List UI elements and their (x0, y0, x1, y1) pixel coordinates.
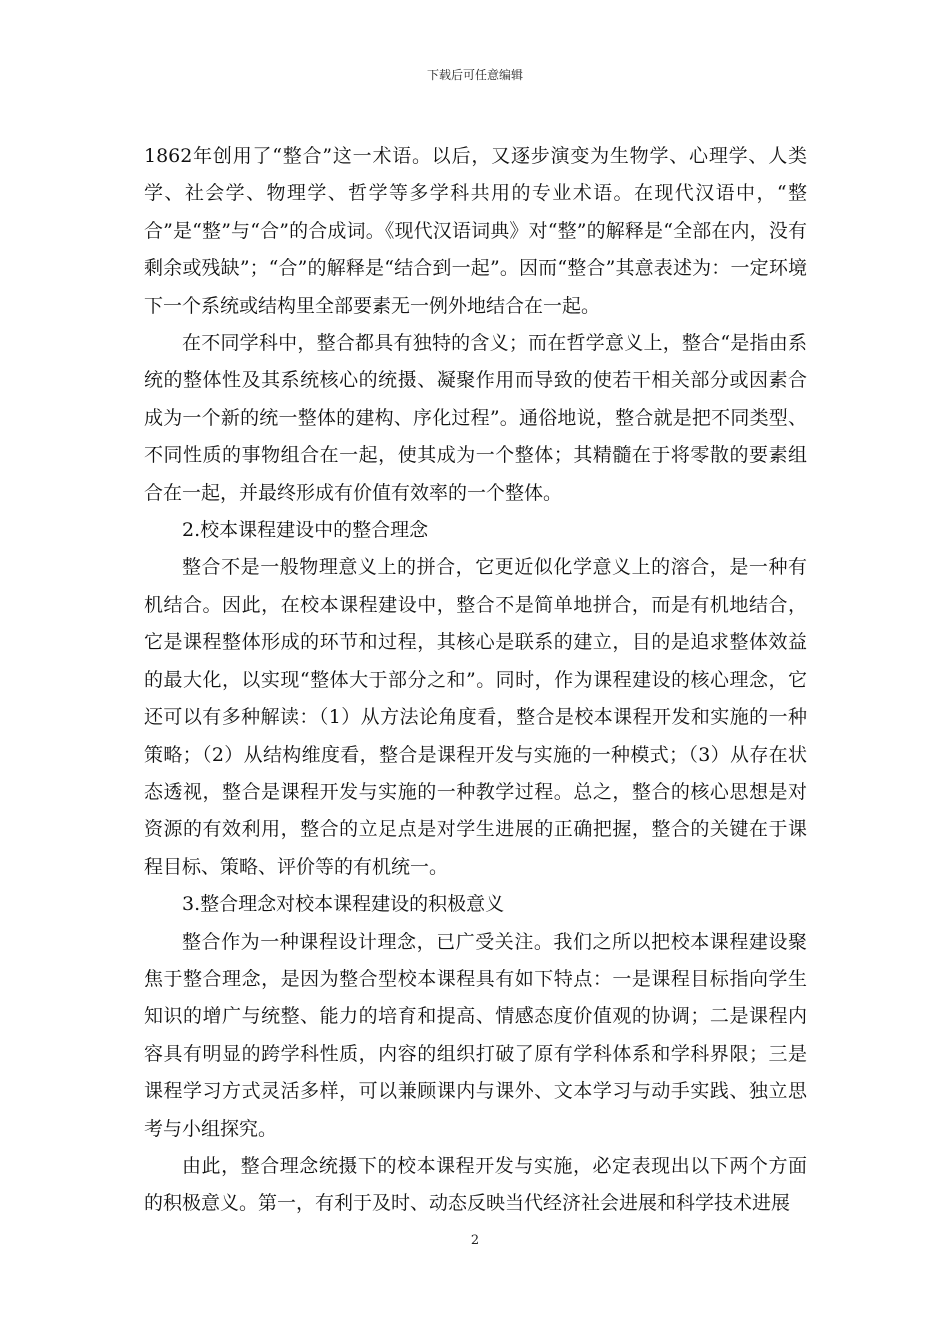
paragraph-positive-significance: 由此，整合理念统摄下的校本课程开发与实施，必定表现出以下两个方面的积极意义。第一，有利于及时、动态反映当代经济社会进展和科学技术进展 (144, 1154, 807, 1215)
page-header: 下载后可任意编辑 (426, 68, 523, 82)
page-number: 2 (470, 1233, 480, 1248)
paragraph-integration-term-origin: 1862年创用了“整合”这一术语。以后，又逐步演变为生物学、心理学、人类学、社会学、物理学、哲学等多学科共用的专业术语。在现代汉语中，“整合”是“整”与“合”的合成词。《现代汉语词典》对“整”的解释是“全部在内，没有剩余或残缺”；“合”的解释是“结合到一起”。因而“整合”其意表述为：一定环境下一个系统或结构里全部要素无一例外地结合在一起。 (144, 145, 807, 317)
section-heading-3: 3.整合理念对校本课程建设的积极意义 (182, 893, 505, 916)
section-heading-2: 2.校本课程建设中的整合理念 (182, 519, 429, 542)
paragraph-integration-concept: 整合不是一般物理意义上的拼合，它更近似化学意义上的溶合，是一种有机结合。因此，在校本课程建设中，整合不是简单地拼合，而是有机地结合，它是课程整体形成的环节和过程，其核心是联系的建立，目的是追求整体效益的最大化，以实现“整体大于部分之和”。同时，作为课程建设的核心理念，它还可以有多种解读：（1）从方法论角度看，整合是校本课程开发和实施的一种策略；（2）从结构维度看，整合是课程开发与实施的一种模式；（3）从存在状态透视，整合是课程开发与实施的一种教学过程。总之，整合的核心思想是对资源的有效利用，整合的立足点是对学生进展的正确把握，整合的关键在于课程目标、策略、评价等的有机统一。 (144, 556, 807, 878)
paragraph-integrated-curriculum-features: 整合作为一种课程设计理念，已广受关注。我们之所以把校本课程建设聚焦于整合理念，是因为整合型校本课程具有如下特点：一是课程目标指向学生知识的增广与统整、能力的培育和提高、情感态度价值观的协调；二是课程内容具有明显的跨学科性质，内容的组织打破了原有学科体系和学科界限；三是课程学习方式灵活多样，可以兼顾课内与课外、文本学习与动手实践、独立思考与小组探究。 (144, 930, 807, 1140)
document-body (144, 138, 807, 1223)
paragraph-integration-meaning: 在不同学科中，整合都具有独特的含义；而在哲学意义上，整合“是指由系统的整体性及其系统核心的统摄、凝聚作用而导致的使若干相关部分或因素合成为一个新的统一整体的建构、序化过程”。通俗地说，整合就是把不同类型、不同性质的事物组合在一起，使其成为一个整体；其精髓在于将零散的要素组合在一起，并最终形成有价值有效率的一个整体。 (144, 332, 807, 504)
